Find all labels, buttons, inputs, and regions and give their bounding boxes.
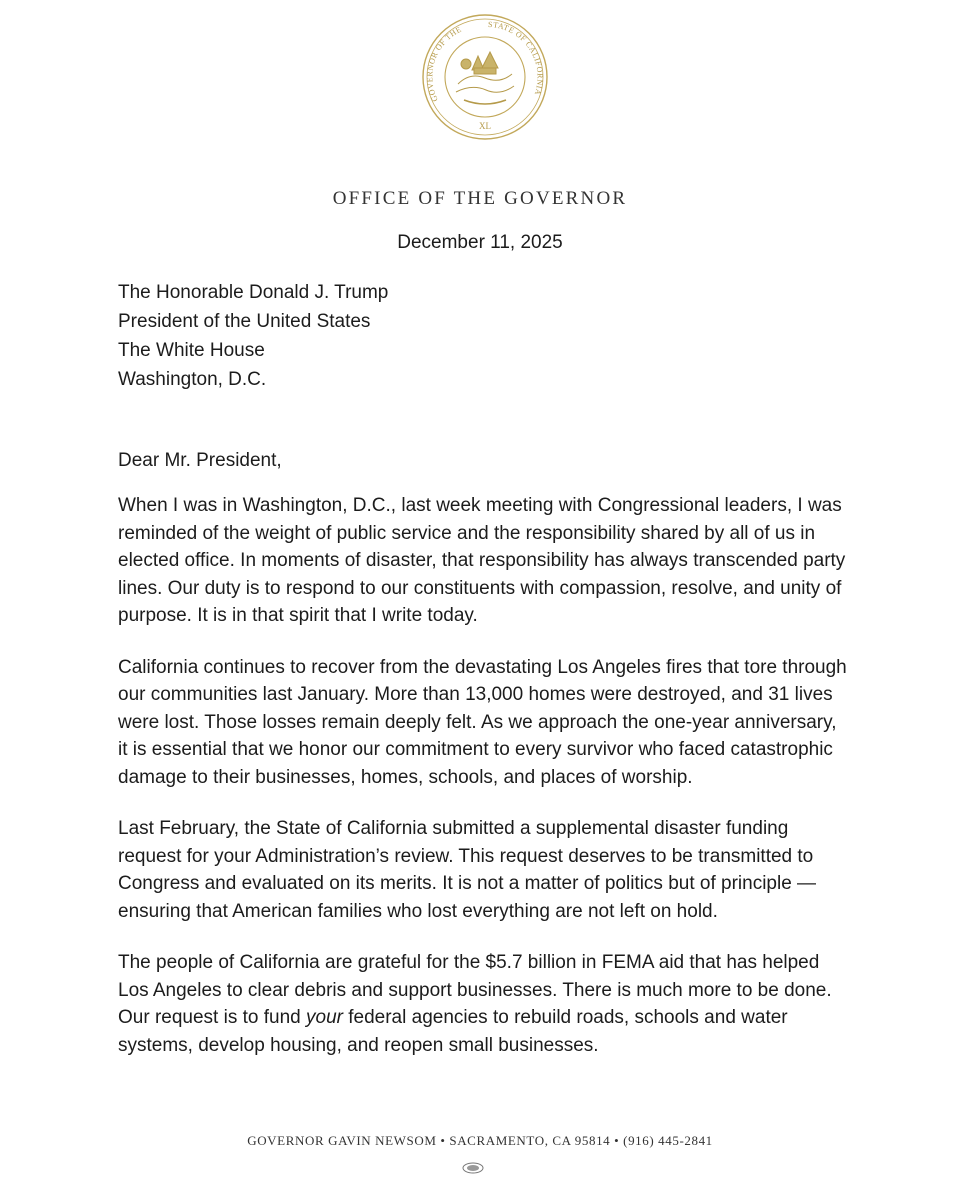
recipient-line: Washington, D.C. [118, 369, 267, 390]
letter-body [118, 492, 848, 1083]
seal-ring-text-left: GOVERNOR OF THE [425, 24, 464, 104]
paragraph [118, 949, 848, 1059]
seal-emblem [456, 52, 514, 104]
seal-bottom-text: XL [479, 121, 491, 131]
letter-date: December 11, 2025 [397, 232, 563, 253]
recipient-line: The White House [118, 340, 265, 361]
salutation: Dear Mr. President, [118, 450, 282, 471]
state-seal [420, 12, 550, 142]
recipient-address [118, 278, 388, 394]
recipient-line: The Honorable Donald J. Trump [118, 282, 389, 303]
emphasis-text: your [306, 1007, 343, 1028]
svg-text:STATE OF CALIFORNIA [488, 20, 545, 97]
union-label-icon [462, 1162, 484, 1174]
paragraph: California continues to recover from the devastating Los Angeles fires that tore through our communities last January. More than 13,000 homes were destroyed, and 31 lives were lost. Those losses remain deeply felt. As we approach the one-year anniversary, it is essential that we honor our commitment to every survivor who faced catastrophic damage to their businesses, homes, schools, and places of worship. [118, 656, 847, 788]
office-title: OFFICE OF THE GOVERNOR [332, 188, 628, 209]
paragraph-text: federal agencies to rebuild roads, schools and water systems, develop housing, and reopen small businesses. [118, 1007, 788, 1056]
paragraph-text: The people of California are grateful for the $5.7 billion in FEMA aid that has helped Los Angeles to clear debris and support businesses. There is much more to be done. Our request is to fund [118, 952, 832, 1028]
seal-ring-text-right: STATE OF CALIFORNIA [487, 19, 545, 97]
paragraph: When I was in Washington, D.C., last week meeting with Congressional leaders, I was reminded of the weight of public service and the responsibility shared by all of us in elected office. In moments of disaster, that responsibility has always transcended party lines. Our duty is to respond to our constituents with compassion, resolve, and unity of purpose. It is in that spirit that I write today. [118, 495, 846, 626]
paragraph: Last February, the State of California submitted a supplemental disaster funding request for your Administration’s review. This request deserves to be transmitted to Congress and evaluated on its merits. It is not a matter of politics but of principle — ensuring that American families who lost everything are not left on hold. [118, 818, 817, 922]
letterhead-footer: GOVERNOR GAVIN NEWSOM • SACRAMENTO, CA 95814 • (916) 445-2841 [247, 1133, 713, 1148]
recipient-line: President of the United States [118, 311, 371, 332]
